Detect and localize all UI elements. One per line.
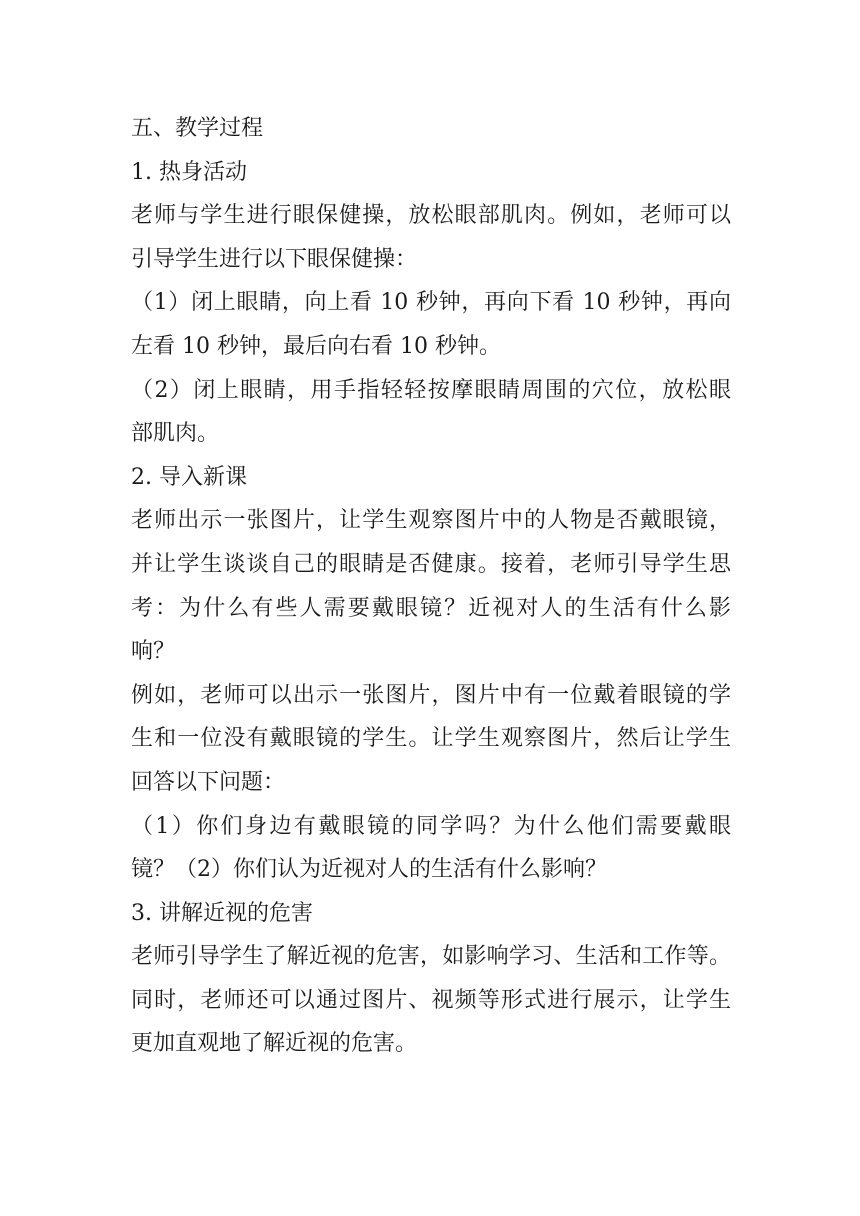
item2-questions-line-1: （1）你们身边有戴眼镜的同学吗？为什么他们需要戴眼 — [131, 813, 731, 839]
item1-step1-paragraph — [131, 281, 731, 368]
item1-intro-line-1: 老师与学生进行眼保健操，放松眼部肌肉。例如，老师可以 — [131, 203, 731, 229]
item2-para1-line-3: 考：为什么有些人需要戴眼镜？近视对人的生活有什么影 — [131, 595, 731, 621]
item2-para1-line-4: 响？ — [131, 639, 176, 665]
item1-step1-line-2: 左看 10 秒钟，最后向右看 10 秒钟。 — [131, 333, 501, 359]
section-heading: 五、教学过程 — [131, 116, 264, 141]
item3-paragraph — [131, 935, 731, 1066]
item3-line-3: 更加直观地了解近视的危害。 — [131, 1031, 418, 1057]
item3-title: 3. 讲解近视的危害 — [131, 900, 313, 926]
item1-intro-paragraph — [131, 194, 731, 281]
item1-step2-line-1: （2）闭上眼睛，用手指轻轻按摩眼睛周围的穴位，放松眼 — [131, 377, 731, 403]
item2-questions-paragraph — [131, 805, 731, 892]
item1-step2-paragraph — [131, 369, 731, 456]
item1-step1-line-1: （1）闭上眼睛，向上看 10 秒钟，再向下看 10 秒钟，再向 — [131, 290, 731, 316]
item2-title: 2. 导入新课 — [131, 464, 247, 490]
item1-intro-line-2: 引导学生进行以下眼保健操： — [131, 246, 418, 272]
item2-para2-line-1: 例如，老师可以出示一张图片，图片中有一位戴着眼镜的学 — [131, 682, 731, 708]
item2-para1-line-1: 老师出示一张图片，让学生观察图片中的人物是否戴眼镜， — [131, 508, 731, 534]
item2-questions-line-2: 镜？（2）你们认为近视对人的生活有什么影响？ — [131, 857, 607, 883]
item3-line-2: 同时，老师还可以通过图片、视频等形式进行展示，让学生 — [131, 987, 731, 1013]
item2-paragraph-1 — [131, 499, 731, 673]
item2-para1-line-2: 并让学生谈谈自己的眼睛是否健康。接着，老师引导学生思 — [131, 551, 731, 577]
document-body — [131, 107, 731, 1066]
item2-para2-line-2: 生和一位没有戴眼镜的学生。让学生观察图片，然后让学生 — [131, 726, 731, 752]
item1-step2-line-2: 部肌肉。 — [131, 421, 220, 447]
item2-para2-line-3: 回答以下问题： — [131, 769, 286, 795]
item1-title: 1. 热身活动 — [131, 159, 247, 185]
item3-line-1: 老师引导学生了解近视的危害，如影响学习、生活和工作等。 — [131, 944, 731, 970]
item2-paragraph-2 — [131, 674, 731, 805]
